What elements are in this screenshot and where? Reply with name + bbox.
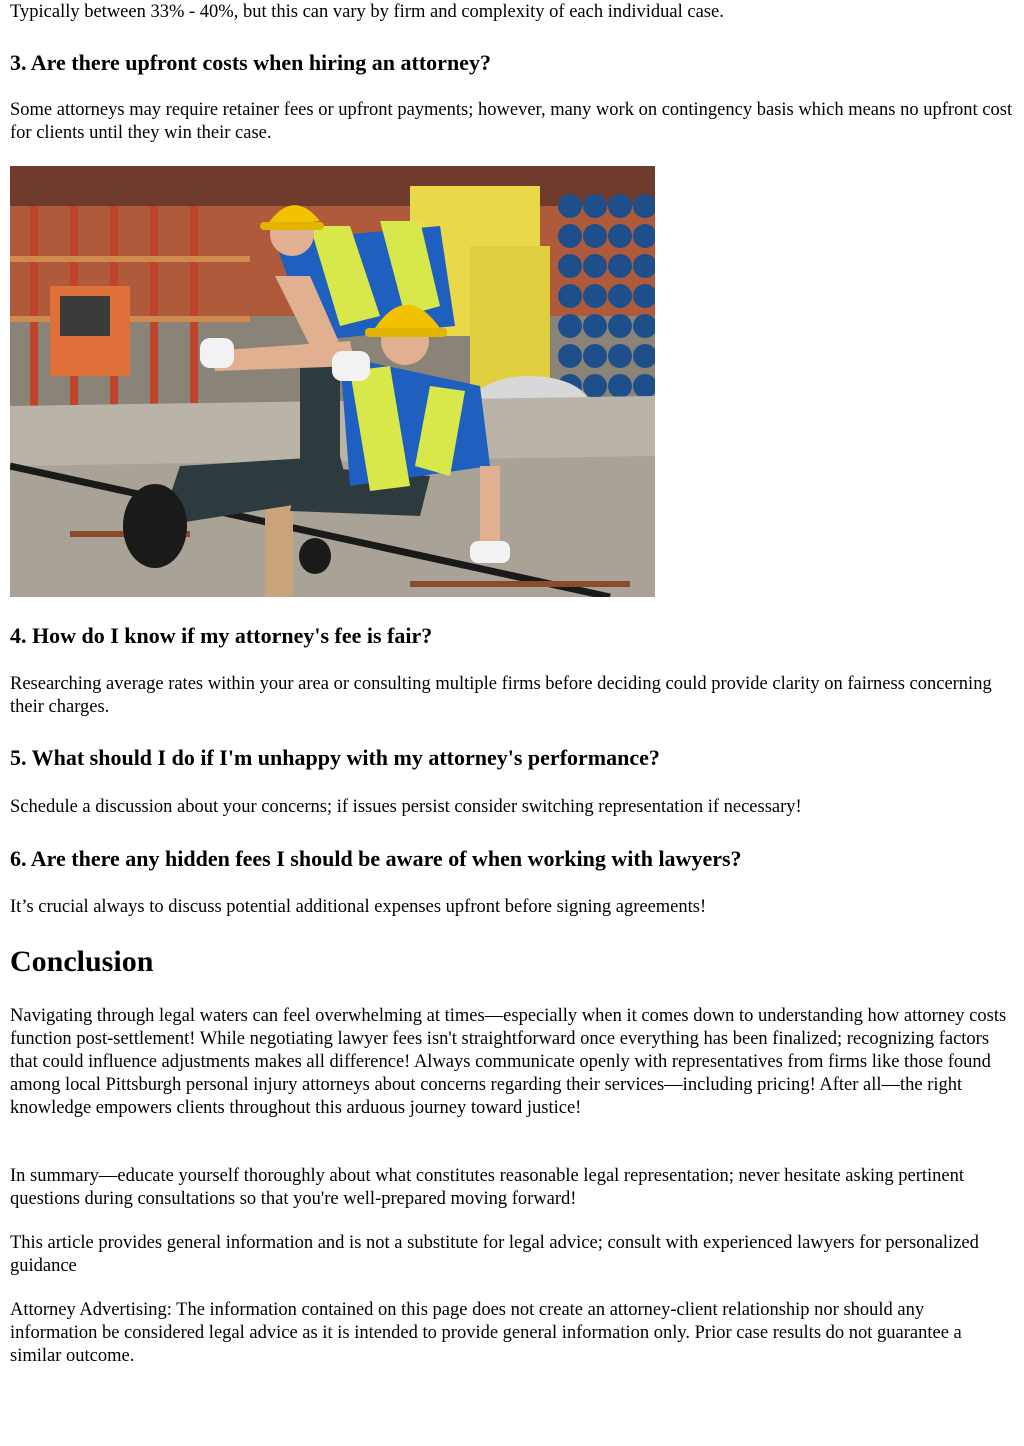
conclusion-paragraph-1: Navigating through legal waters can feel overwhelming at times—especially when it comes down to understanding how attorney costs function post-settlement! While negotiating lawyer fees isn't straightforward once everything has been finalized; recognizing factors that could influence adjustments makes all difference! Always communicate openly with representatives from firms like those found among local Pittsburgh personal injury attorneys about concerns regarding their services—including pricing! After all—the right knowledge empowers clients throughout this arduous journey toward justice! — [10, 1006, 1007, 1118]
faq-answer-6: It’s crucial always to discuss potential additional expenses upfront before signing agreements! — [10, 897, 707, 917]
injured-worker-photo — [10, 166, 655, 597]
faq-question-4: 4. How do I know if my attorney's fee is fair? — [10, 623, 433, 648]
faq-question-5: 5. What should I do if I'm unhappy with my attorney's performance? — [10, 745, 660, 770]
conclusion-heading: Conclusion — [10, 945, 154, 978]
faq-question-6: 6. Are there any hidden fees I should be aware of when working with lawyers? — [10, 846, 742, 871]
faq-answer-5: Schedule a discussion about your concerns; if issues persist consider switching representation if necessary! — [10, 797, 802, 817]
faq-question-3: 3. Are there upfront costs when hiring an attorney? — [10, 50, 491, 75]
faq-answer-3: Some attorneys may require retainer fees or upfront payments; however, many work on contingency basis which means no upfront cost for clients until they win their case. — [10, 100, 1013, 143]
disclaimer-paragraph: This article provides general information and is not a substitute for legal advice; consult with experienced lawyers for personalized guidance — [10, 1233, 979, 1276]
faq-answer-4: Researching average rates within your area or consulting multiple firms before deciding could provide clarity on fairness concerning their charges. — [10, 674, 992, 717]
conclusion-paragraph-2: In summary—educate yourself thoroughly about what constitutes reasonable legal representation; never hesitate asking pertinent questions during consultations so that you're well-prepared moving forward! — [10, 1166, 964, 1209]
attorney-advertising-notice: Attorney Advertising: The information contained on this page does not create an attorney-client relationship nor should any information be considered legal advice as it is intended to provide general information only. Prior case results do not guarantee a similar outcome. — [10, 1300, 962, 1366]
intro-paragraph: Typically between 33% - 40%, but this can vary by firm and complexity of each individual case. — [10, 2, 724, 22]
